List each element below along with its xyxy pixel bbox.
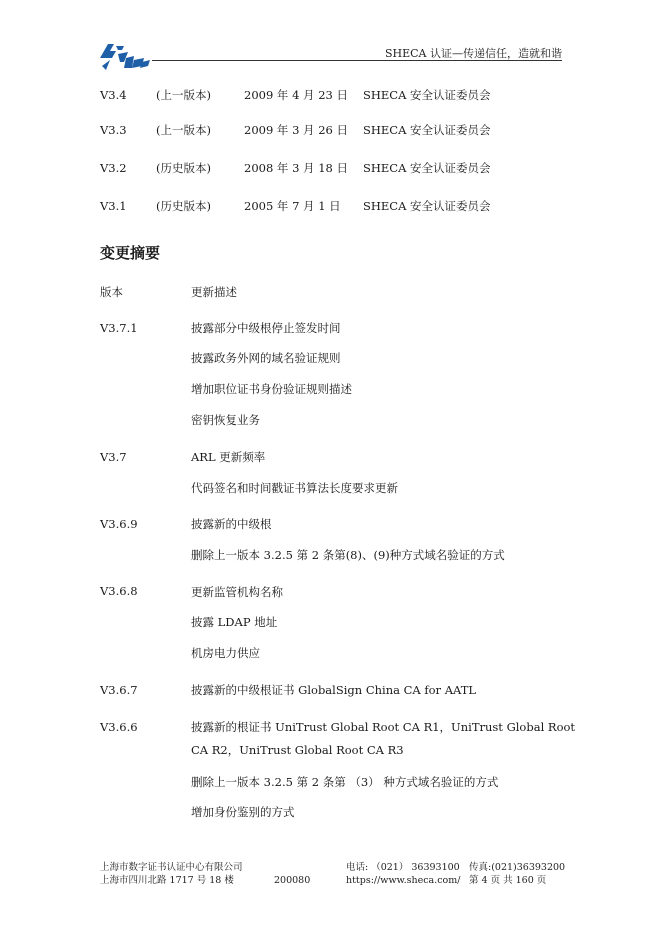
column-header-description: 更新描述 [191, 285, 237, 299]
footer-website: https://www.sheca.com/ [346, 875, 461, 886]
entry-item: 删除上一版本 3.2.5 第 2 条第(8)、(9)种方式域名验证的方式 [191, 548, 505, 562]
entry-item: 更新监管机构名称 [191, 585, 283, 599]
entry-version: V3.6.9 [100, 517, 138, 531]
entry-version: V3.7 [100, 450, 127, 464]
entry-item: 披露 LDAP 地址 [191, 615, 278, 629]
version-number: V3.3 [100, 123, 127, 137]
entry-item: 增加职位证书身份验证规则描述 [191, 382, 352, 396]
footer-company: 上海市数字证书认证中心有限公司 [100, 862, 243, 873]
version-number: V3.1 [100, 199, 127, 213]
footer-phone: 电话: （021） 36393100 [346, 862, 460, 873]
version-org: SHECA 安全认证委员会 [363, 88, 491, 102]
version-row [100, 122, 560, 138]
footer-page-number: 第 4 页 共 160 页 [469, 875, 547, 886]
entry-item: 删除上一版本 3.2.5 第 2 条第 （3） 种方式域名验证的方式 [191, 775, 499, 789]
entry-item: 披露政务外网的域名验证规则 [191, 351, 341, 365]
entry-item: 增加身份鉴别的方式 [191, 805, 295, 819]
entry-item: 披露新的中级根 [191, 517, 272, 531]
entry-item: 披露部分中级根停止签发时间 [191, 321, 341, 335]
version-row [100, 198, 560, 214]
version-row [100, 87, 560, 103]
version-org: SHECA 安全认证委员会 [363, 199, 491, 213]
version-type: (上一版本) [156, 88, 211, 102]
footer-address: 上海市四川北路 1717 号 18 楼 [100, 875, 234, 886]
version-number: V3.4 [100, 88, 127, 102]
column-header-version: 版本 [100, 285, 123, 299]
entry-item: 密钥恢复业务 [191, 413, 260, 427]
version-date: 2009 年 3 月 26 日 [244, 123, 348, 137]
version-type: (历史版本) [156, 199, 211, 213]
version-org: SHECA 安全认证委员会 [363, 123, 491, 137]
entry-item: 披露新的根证书 UniTrust Global Root CA R1，UniTrust Global Root [191, 720, 576, 734]
sheca-logo [98, 40, 150, 74]
version-date: 2009 年 4 月 23 日 [244, 88, 348, 102]
header-title: SHECA 认证—传递信任，造就和谐 [384, 47, 562, 60]
entry-version: V3.6.6 [100, 720, 138, 734]
version-date: 2008 年 3 月 18 日 [244, 161, 348, 175]
section-title: 变更摘要 [100, 244, 161, 262]
version-number: V3.2 [100, 161, 127, 175]
entry-item: 代码签名和时间戳证书算法长度要求更新 [191, 481, 398, 495]
footer-postcode: 200080 [274, 875, 311, 886]
version-date: 2005 年 7 月 1 日 [244, 199, 341, 213]
version-org: SHECA 安全认证委员会 [363, 161, 491, 175]
footer-fax: 传真:(021)36393200 [469, 862, 566, 873]
entry-version: V3.6.8 [100, 584, 138, 598]
version-type: (历史版本) [156, 161, 211, 175]
entry-version: V3.6.7 [100, 683, 138, 697]
header-divider [152, 60, 562, 61]
version-type: (上一版本) [156, 123, 211, 137]
entry-version: V3.7.1 [100, 321, 138, 335]
version-row [100, 160, 560, 176]
entry-item: 披露新的中级根证书 GlobalSign China CA for AATL [191, 683, 477, 697]
entry-item: CA R2，UniTrust Global Root CA R3 [191, 743, 404, 757]
entry-item: ARL 更新频率 [191, 450, 266, 464]
entry-item: 机房电力供应 [191, 646, 260, 660]
